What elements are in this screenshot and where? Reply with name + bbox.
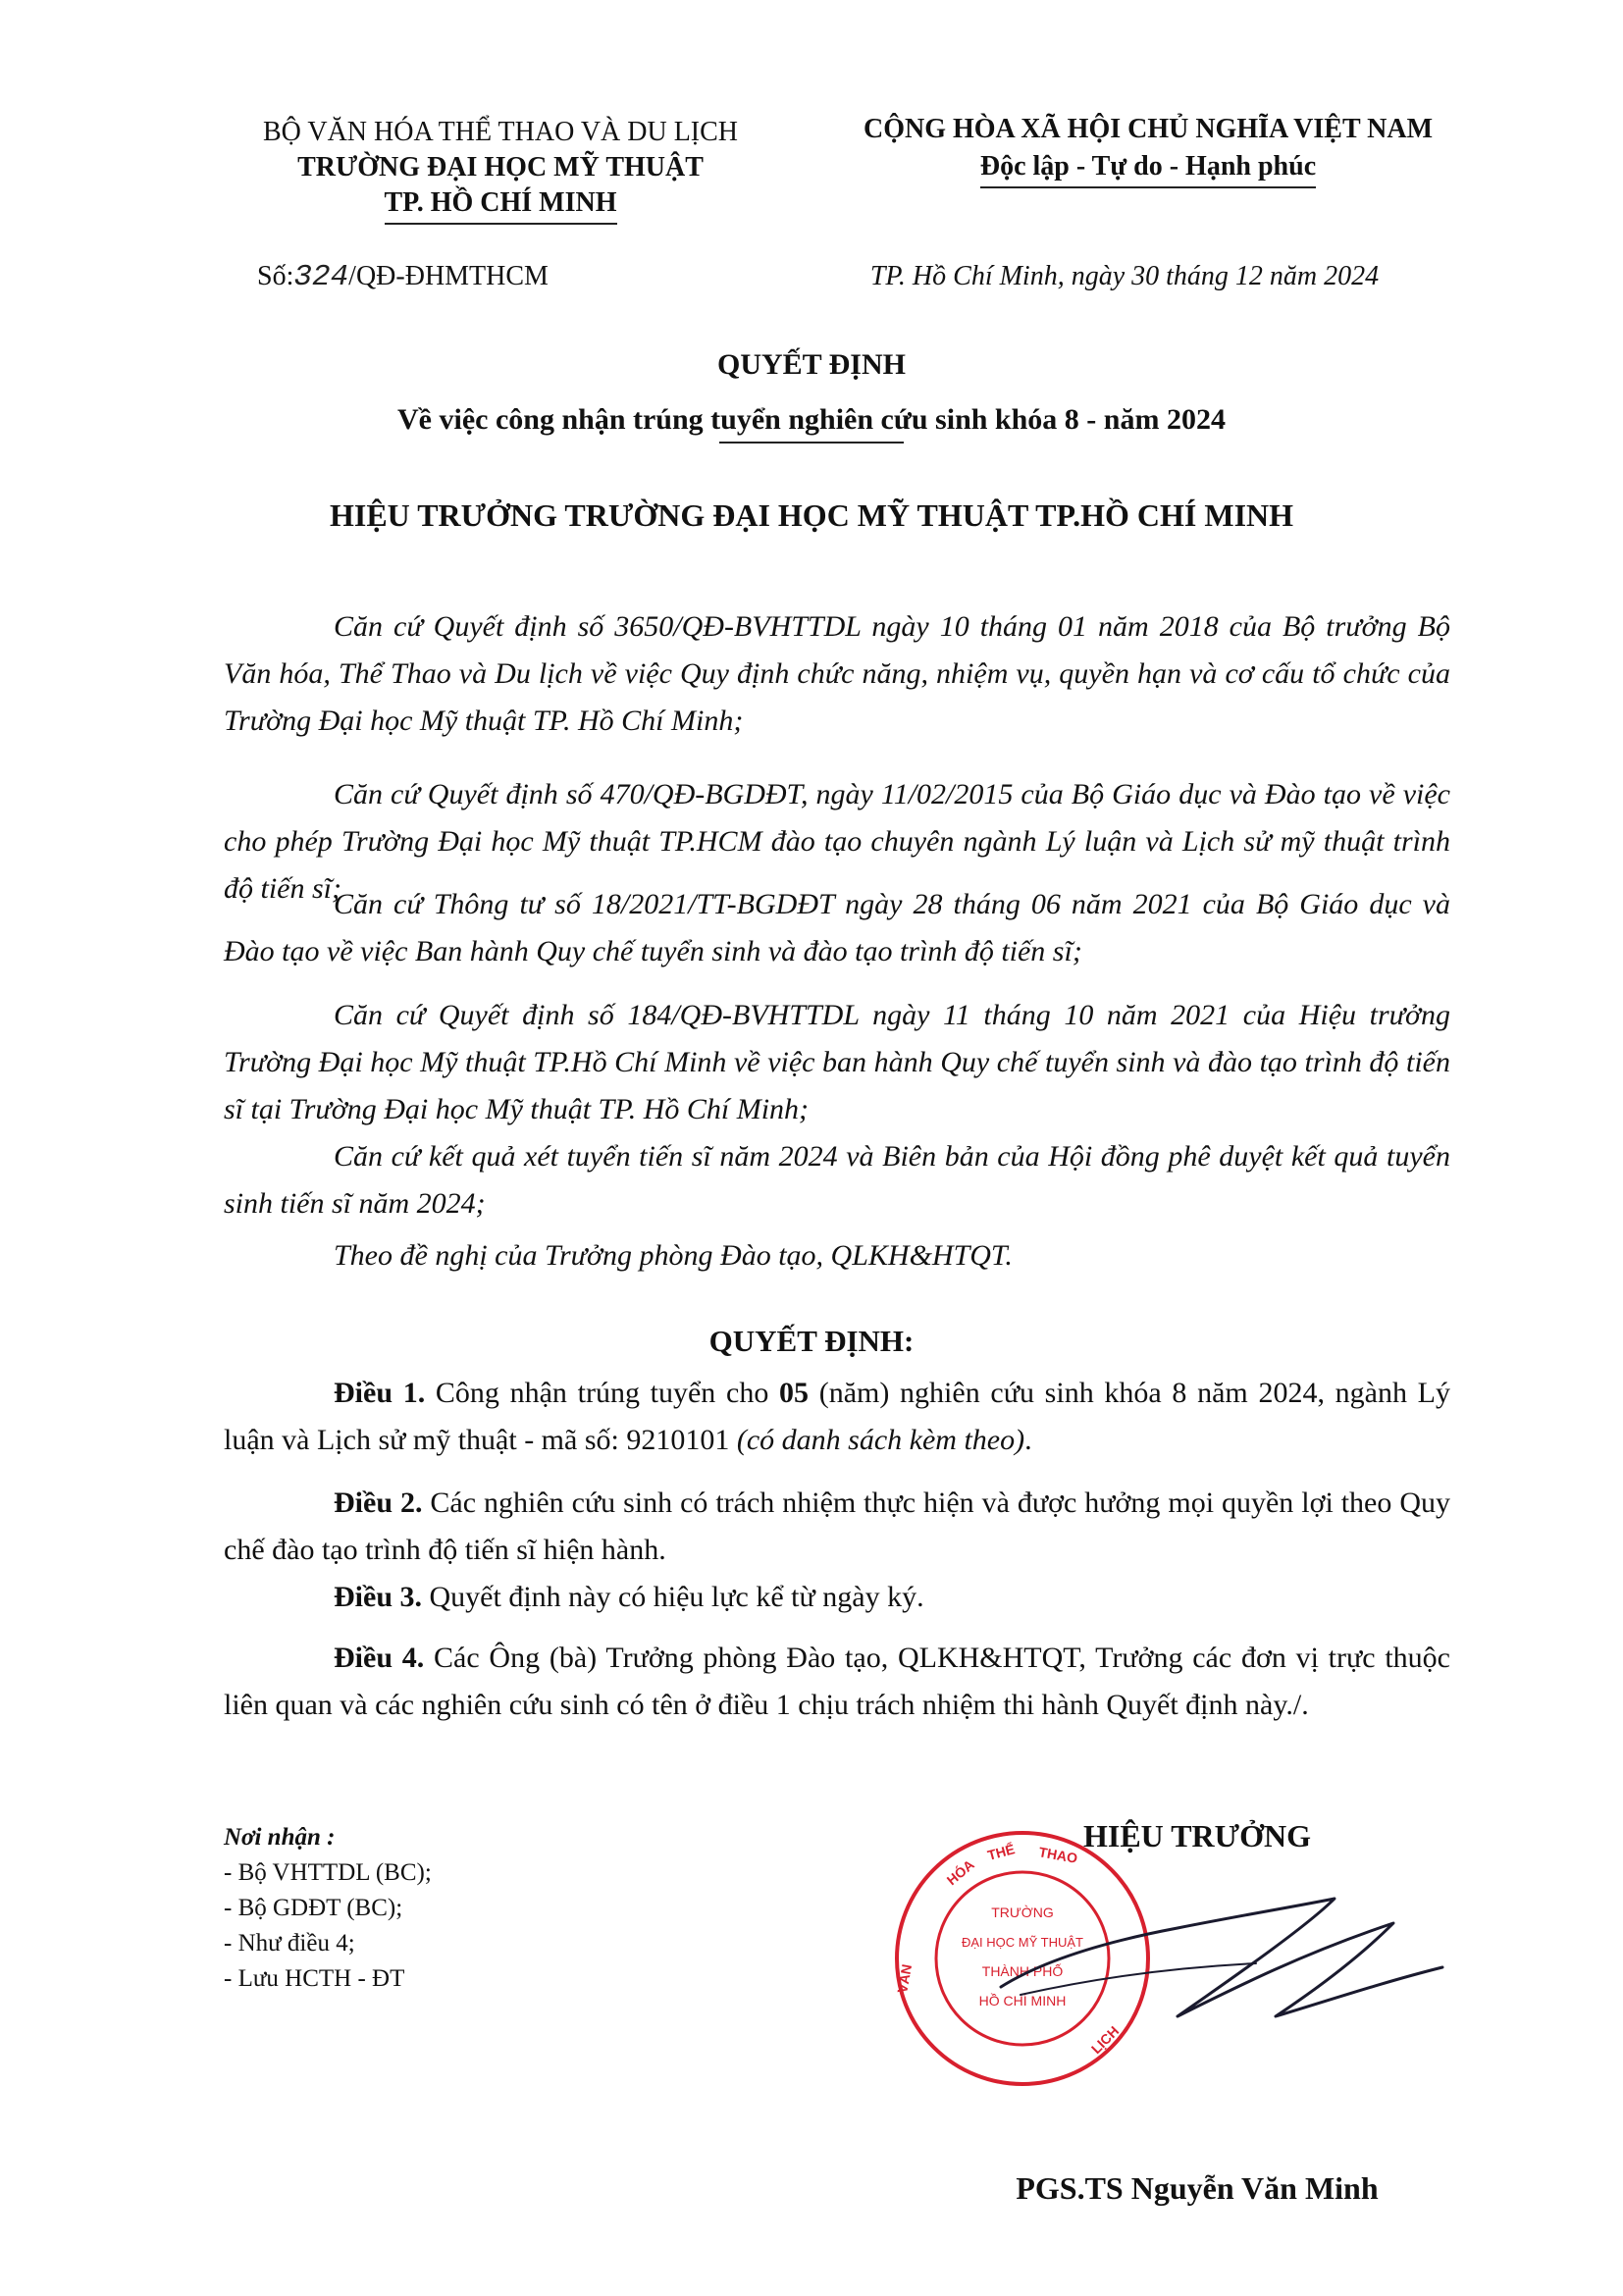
document-number-prefix: Số: [257,261,294,291]
subject-underline [719,442,904,444]
issuing-authority: HIỆU TRƯỞNG TRƯỜNG ĐẠI HỌC MỸ THUẬT TP.HỒ CHÍ MINH [329,497,1294,533]
article-4-text: Các Ông (bà) Trưởng phòng Đào tạo, QLKH&HTQT, Trưởng các đơn vị trực thuộc liên quan và các nghiên cứu sinh có tên ở điều 1 chịu trách nhiệm thi hành Quyết định này./. [224,1642,1450,1721]
legal-basis-6: Theo đề nghị của Trưởng phòng Đào tạo, QLKH&HTQT. [334,1239,1013,1272]
legal-basis-5: Căn cứ kết quả xét tuyển tiến sĩ năm 2024 và Biên bản của Hội đồng phê duyệt kết quả tuyển sinh tiến sĩ năm 2024; [224,1140,1450,1220]
article-1-end: . [1024,1424,1032,1456]
legal-basis-2: Căn cứ Quyết định số 470/QĐ-BGDĐT, ngày 11/02/2015 của Bộ Giáo dục và Đào tạo về việc cho phép Trường Đại học Mỹ thuật TP.HCM đào tạo chuyên ngành Lý luận và Lịch sử mỹ thuật trình độ tiến sĩ; [224,778,1450,905]
svg-text:HÓA: HÓA [943,1856,977,1889]
article-1 [224,1370,1450,1464]
article-3-label: Điều 3. [334,1581,422,1613]
article-1-text-before: Công nhận trúng tuyển cho [425,1377,780,1409]
article-1-note: (có danh sách kèm theo) [736,1424,1025,1456]
article-2-text: Các nghiên cứu sinh có trách nhiệm thực hiện và được hưởng mọi quyền lợi theo Quy chế đào tạo trình độ tiến sĩ hiện hành. [224,1487,1450,1566]
svg-text:THỂ: THỂ [985,1841,1017,1863]
svg-text:THAO: THAO [1037,1844,1079,1866]
article-2 [224,1480,1450,1574]
svg-text:VĂN: VĂN [894,1962,916,1995]
national-motto [814,149,1482,188]
document-title: QUYẾT ĐỊNH [717,348,906,381]
svg-text:HỒ CHÍ MINH: HỒ CHÍ MINH [978,1993,1067,2009]
decision-heading: QUYẾT ĐỊNH: [708,1324,915,1358]
national-motto-text: Độc lập - Tự do - Hạnh phúc [980,149,1316,188]
school-name-line2-text: TP. HỒ CHÍ MINH [385,185,617,225]
article-4-label: Điều 4. [334,1642,425,1674]
article-3 [224,1574,1450,1621]
recipients-heading: Nơi nhận : [224,1824,336,1851]
recipient-item: - Như điều 4; [224,1930,355,1957]
article-4 [224,1635,1450,1729]
article-1-text-after: (năm) nghiên cứu sinh khóa 8 năm 2024, ngành Lý luận và Lịch sử mỹ thuật - mã số: 9210101 [224,1377,1450,1456]
document-number-handwritten: 324 [293,260,349,294]
legal-basis-4: Căn cứ Quyết định số 184/QĐ-BVHTTDL ngày 11 tháng 10 năm 2021 của Hiệu trưởng Trường Đại học Mỹ thuật TP.Hồ Chí Minh về việc ban hành Quy chế tuyển sinh và đào tạo trình độ tiến sĩ tại Trường Đại học Mỹ thuật TP. Hồ Chí Minh; [224,999,1450,1125]
document-number [257,259,708,295]
signer-name: PGS.TS Nguyễn Văn Minh [1016,2170,1379,2206]
svg-text:LỊCH: LỊCH [1087,2022,1123,2058]
document-number-suffix: /QĐ-ĐHMTHCM [348,261,549,291]
school-name-line1: TRƯỜNG ĐẠI HỌC MỸ THUẬT [297,152,704,183]
legal-basis-3: Căn cứ Thông tư số 18/2021/TT-BGDĐT ngày 28 tháng 06 năm 2021 của Bộ Giáo dục và Đào tạo về việc Ban hành Quy chế tuyển sinh và đào tạo trình độ tiến sĩ; [224,888,1450,967]
document-subject: Về việc công nhận trúng tuyển nghiên cứu sinh khóa 8 - năm 2024 [397,403,1226,436]
svg-text:THÀNH PHỐ: THÀNH PHỐ [981,1963,1064,1979]
handwritten-signature-icon [978,1869,1452,2036]
recipient-item: - Bộ GDĐT (BC); [224,1895,403,1921]
place-and-date: TP. Hồ Chí Minh, ngày 30 tháng 12 năm 2024 [869,261,1380,291]
svg-text:ĐẠI HỌC MỸ THUẬT: ĐẠI HỌC MỸ THUẬT [962,1935,1083,1950]
article-1-label: Điều 1. [334,1377,426,1409]
recipient-item: - Lưu HCTH - ĐT [224,1965,405,1992]
svg-text:TRƯỜNG: TRƯỜNG [991,1905,1054,1920]
article-1-count: 05 [779,1377,810,1409]
ministry-name: BỘ VĂN HÓA THỂ THAO VÀ DU LỊCH [262,117,739,147]
republic-name: CỘNG HÒA XÃ HỘI CHỦ NGHĨA VIỆT NAM [863,114,1434,144]
article-2-label: Điều 2. [334,1487,423,1519]
signer-title: HIỆU TRƯỞNG [1082,1818,1312,1853]
legal-basis-1: Căn cứ Quyết định số 3650/QĐ-BVHTTDL ngày 10 tháng 01 năm 2018 của Bộ trưởng Bộ Văn hóa, Thể Thao và Du lịch về việc Quy định chức năng, nhiệm vụ, quyền hạn và cơ cấu tổ chức của Trường Đại học Mỹ thuật TP. Hồ Chí Minh; [224,610,1450,737]
school-name-line2 [211,185,790,225]
recipient-item: - Bộ VHTTDL (BC); [224,1859,432,1886]
article-3-text: Quyết định này có hiệu lực kể từ ngày ký. [422,1581,924,1613]
